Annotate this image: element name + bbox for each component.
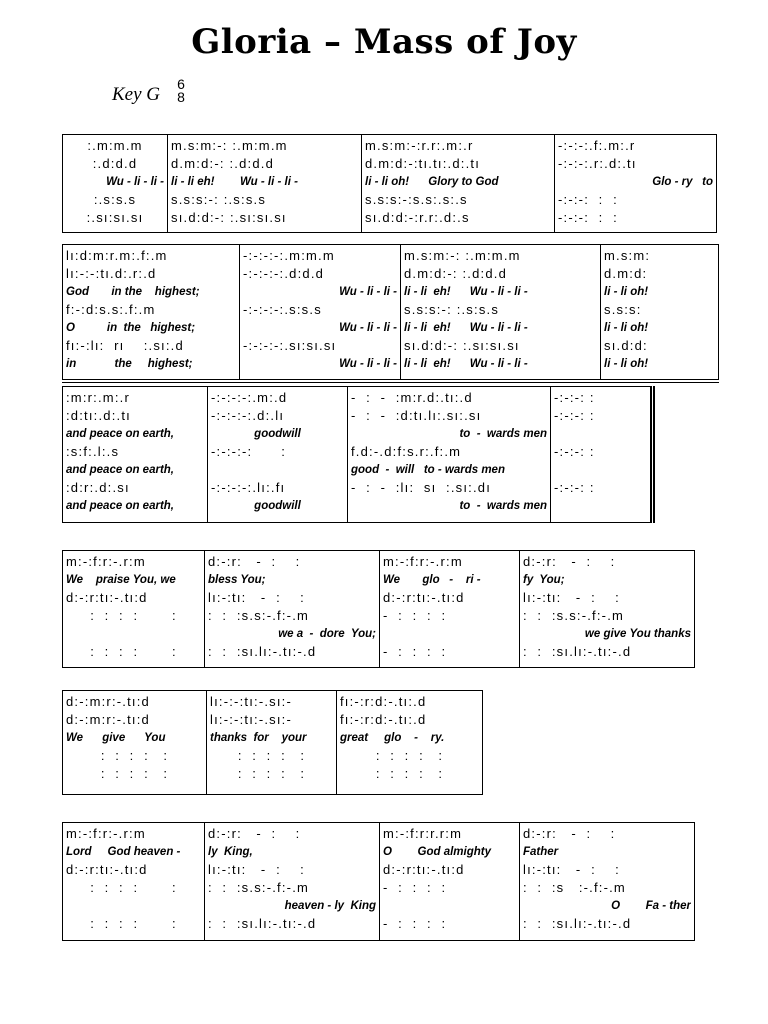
soprano-line: m.s:m:-: :.m:m.m — [171, 138, 288, 153]
lyric-line — [554, 497, 647, 515]
soprano-line: m.s:m: — [604, 248, 651, 263]
bass-line: -:-:-: : — [554, 480, 595, 495]
lyric-line: O in the highest; — [66, 322, 196, 334]
lyric-line: Father — [523, 846, 559, 858]
tenor-line: : : : : : — [100, 748, 169, 763]
measure — [240, 245, 401, 381]
lyric-line: fy You; — [523, 574, 565, 586]
tenor-line: -:-:-:-: : — [211, 444, 287, 459]
lyric-line: We praise You, we — [66, 574, 176, 586]
alto-line: d.m:d:-: :.d:d.d — [404, 266, 508, 281]
measure — [348, 387, 551, 523]
lyric-line: good - will to - wards men — [351, 464, 505, 476]
bass-line: :.sı:sı.sı — [86, 210, 144, 225]
soprano-line: d:-:r: - : : — [523, 554, 616, 569]
bass-line: sı.d:d:-: :.sı:sı.sı — [404, 338, 520, 353]
bass-line: -:-:-: : : — [558, 210, 618, 225]
lyric-line: O God almighty — [383, 846, 491, 858]
measure — [207, 691, 337, 795]
system-1 — [62, 134, 717, 233]
tenor-line: : : : : : — [90, 880, 177, 895]
tenor-line: s.s:s:-:s.s:.s:.s — [365, 192, 468, 207]
lyric-line: to - wards men — [459, 428, 547, 440]
bass-line: :d:r:.d:.sı — [66, 480, 130, 495]
alto-line: d.m:d:-: :.d:d.d — [171, 156, 275, 171]
alto-line: lı:-:tı: - : : — [208, 862, 305, 877]
bass-line: : : : : : — [100, 766, 169, 781]
measure — [63, 387, 208, 523]
time-signature-bottom: 8 — [177, 89, 185, 105]
lyric-line: heaven - ly King — [284, 900, 376, 912]
lyric-line — [383, 897, 516, 915]
tenor-line: - : : : : — [383, 880, 447, 895]
soprano-line: m:-:f:r:r.r:m — [383, 826, 463, 841]
alto-line: d:-:m:r:-.tı:d — [66, 712, 150, 727]
bass-line: : : : : : — [237, 766, 306, 781]
alto-line: -:-:-:-:.d:d.d — [243, 266, 325, 281]
measure — [205, 823, 380, 941]
measure — [362, 135, 555, 233]
lyric-line — [554, 425, 647, 443]
bass-line: : : :sı.lı:-.tı:-.d — [208, 916, 317, 931]
measure — [401, 245, 601, 381]
tenor-line: : : :s.s:-.f:-.m — [208, 880, 310, 895]
bass-line: - : : : : — [383, 916, 447, 931]
lyric-line — [383, 625, 516, 643]
tenor-line: s.s:s: — [604, 302, 642, 317]
measure — [520, 823, 695, 941]
alto-line: lı:-:tı: - : : — [523, 862, 620, 877]
measure — [208, 387, 348, 523]
soprano-line: m.s:m:-: :.m:m.m — [404, 248, 521, 263]
lyric-line: li - li eh! Wu - li - li - — [171, 176, 298, 188]
soprano-line: lı:-:-:tı:-.sı:- — [210, 694, 293, 709]
lyric-line: thanks for your — [210, 732, 307, 744]
tenor-line: s.s:s:-: :.s:s.s — [404, 302, 500, 317]
lyric-line: God in the highest; — [66, 286, 200, 298]
measure — [337, 691, 483, 795]
lyric-line: li - li oh! Glory to God — [365, 176, 499, 188]
lyric-line: Wu - li - li - — [339, 322, 397, 334]
alto-line: fı:-:r:d:-.tı:.d — [340, 712, 427, 727]
lyric-line: in the highest; — [66, 358, 193, 370]
lyric-line: li - li eh! Wu - li - li - — [404, 358, 528, 370]
tenor-line: : : :s.s:-.f:-.m — [523, 608, 625, 623]
bass-line: : : : : : — [375, 766, 444, 781]
alto-line: - : - :d:tı.lı:.sı:.sı — [351, 408, 482, 423]
lyric-line: li - li oh! — [604, 286, 649, 298]
alto-line: -:-:-: : — [554, 408, 595, 423]
soprano-line: m:-:f:r:-.r:m — [66, 554, 146, 569]
soprano-line: fı:-:r:d:-.tı:.d — [340, 694, 427, 709]
bass-line: sı.d:d:-: :.sı:sı.sı — [171, 210, 287, 225]
lyric-line: O Fa - ther — [611, 900, 691, 912]
measure — [380, 551, 520, 668]
tenor-line: -:-:-: : — [554, 444, 595, 459]
soprano-line: :.m:m.m — [87, 138, 143, 153]
tenor-line: : : : : : — [375, 748, 444, 763]
alto-line: -:-:-:-:.d:.lı — [211, 408, 285, 423]
bass-line: : : :sı.lı:-.tı:-.d — [523, 644, 632, 659]
lyric-line: Wu - li - li - — [339, 358, 397, 370]
lyric-line: li - li eh! Wu - li - li - — [404, 322, 528, 334]
alto-line: -:-:-:.r:.d:.tı — [558, 156, 637, 171]
lyric-line: Glo - ry to — [652, 176, 713, 188]
tenor-line: : : : : : — [90, 608, 177, 623]
bass-line: : : :sı.lı:-.tı:-.d — [523, 916, 632, 931]
measure — [555, 135, 717, 233]
lyric-line: Wu - li - li - — [106, 176, 164, 188]
lyric-line: and peace on earth, — [66, 428, 175, 440]
soprano-line: d:-:r: - : : — [208, 826, 301, 841]
tenor-line: : : :s :-.f:-.m — [523, 880, 626, 895]
soprano-line: -:-:-:.f:.m:.r — [558, 138, 636, 153]
bass-line: sı.d:d: — [604, 338, 648, 353]
lyric-line — [66, 625, 201, 643]
bass-line: sı.d:d:-:r.r:.d:.s — [365, 210, 470, 225]
bass-line: : : : : : — [90, 916, 177, 931]
system-2 — [62, 244, 719, 383]
soprano-line: lı:d:m:r.m:.f:.m — [66, 248, 168, 263]
bass-line: : : :sı.lı:-.tı:-.d — [208, 644, 317, 659]
lyric-line: li - li oh! — [604, 322, 649, 334]
alto-line: :.d:d.d — [92, 156, 138, 171]
lyric-line — [66, 897, 201, 915]
bass-line: : : : : : — [90, 644, 177, 659]
soprano-line: m:-:f:r:-.r:m — [383, 554, 463, 569]
tenor-line: : : :s.s:-.f:-.m — [208, 608, 310, 623]
bass-line: - : : : : — [383, 644, 447, 659]
tenor-line: : : : : : — [237, 748, 306, 763]
tenor-line: s.s:s:-: :.s:s.s — [171, 192, 267, 207]
system-5 — [62, 690, 483, 795]
lyric-line: ly King, — [208, 846, 253, 858]
lyric-line — [211, 461, 344, 479]
system-3 — [62, 386, 655, 523]
alto-line: d:-:r:tı:-.tı:d — [66, 590, 148, 605]
measure — [520, 551, 695, 668]
measure — [205, 551, 380, 668]
measure — [63, 135, 168, 233]
soprano-line: :m:r:.m:.r — [66, 390, 130, 405]
lyric-line: li - li eh! Wu - li - li - — [404, 286, 528, 298]
tenor-line: f.d:-.d:f:s.r:.f:.m — [351, 444, 462, 459]
key-signature: Key G — [112, 84, 161, 105]
tenor-line: f:-:d:s.s:.f:.m — [66, 302, 156, 317]
alto-line: :d:tı:.d:.tı — [66, 408, 131, 423]
time-signature — [174, 78, 188, 104]
alto-line: lı:-:-:tı.d:.r:.d — [66, 266, 157, 281]
soprano-line: d:-:r: - : : — [208, 554, 301, 569]
tenor-line: :s:f:.l:.s — [66, 444, 120, 459]
lyric-line: and peace on earth, — [66, 464, 175, 476]
alto-line: lı:-:-:tı:-.sı:- — [210, 712, 293, 727]
lyric-line: Wu - li - li - — [339, 286, 397, 298]
tenor-line: -:-:-: : : — [558, 192, 618, 207]
system-6 — [62, 822, 695, 941]
lyric-line: goodwill — [254, 428, 301, 440]
alto-line: d:-:r:tı:-.tı:d — [383, 862, 465, 877]
time-signature-top: 6 — [177, 76, 185, 92]
measure — [63, 551, 205, 668]
soprano-line: -:-:-: : — [554, 390, 595, 405]
lyric-line: to - wards men — [459, 500, 547, 512]
lyric-line: great glo - ry. — [340, 732, 445, 744]
soprano-line: -:-:-:-:.m:m.m — [243, 248, 335, 263]
lyric-line: We glo - ri - — [383, 574, 481, 586]
lyric-line: goodwill — [254, 500, 301, 512]
measure — [63, 823, 205, 941]
lyric-line: we a - dore You; — [278, 628, 376, 640]
soprano-line: m:-:f:r:-.r:m — [66, 826, 146, 841]
soprano-line: - : - :m:r.d:.tı:.d — [351, 390, 473, 405]
lyric-line: bless You; — [208, 574, 266, 586]
measure — [63, 691, 207, 795]
alto-line: lı:-:tı: - : : — [523, 590, 620, 605]
tenor-line: :.s:s.s — [93, 192, 137, 207]
tenor-line: - : : : : — [383, 608, 447, 623]
measure — [380, 823, 520, 941]
alto-line: lı:-:tı: - : : — [208, 590, 305, 605]
measure — [601, 245, 719, 381]
soprano-line: -:-:-:-:.m:.d — [211, 390, 288, 405]
tenor-line: -:-:-:-:.s:s.s — [243, 302, 322, 317]
measure — [168, 135, 362, 233]
lyric-line: We give You — [66, 732, 166, 744]
bass-line: fı:-:lı: rı :.sı:.d — [66, 338, 184, 353]
alto-line: d.m:d:-:tı.tı:.d:.tı — [365, 156, 481, 171]
soprano-line: d:-:m:r:-.tı:d — [66, 694, 150, 709]
soprano-line: d:-:r: - : : — [523, 826, 616, 841]
page-title: Gloria – Mass of Joy — [191, 22, 577, 62]
alto-line: d.m:d: — [604, 266, 648, 281]
lyric-line: we give You thanks — [584, 628, 691, 640]
bass-line: -:-:-:-:.sı:sı.sı — [243, 338, 337, 353]
measure — [551, 387, 653, 523]
lyric-line — [554, 461, 647, 479]
alto-line: d:-:r:tı:-.tı:d — [66, 862, 148, 877]
lyric-line: Lord God heaven - — [66, 846, 181, 858]
bass-line: - : - :lı: sı :.sı:.dı — [351, 480, 492, 495]
lyric-line: and peace on earth, — [66, 500, 175, 512]
measure — [63, 245, 240, 381]
soprano-line: m.s:m:-:r.r:.m:.r — [365, 138, 474, 153]
bass-line: -:-:-:-:.lı:.fı — [211, 480, 286, 495]
lyric-line: li - li oh! — [604, 358, 649, 370]
system-4 — [62, 550, 695, 668]
alto-line: d:-:r:tı:-.tı:d — [383, 590, 465, 605]
